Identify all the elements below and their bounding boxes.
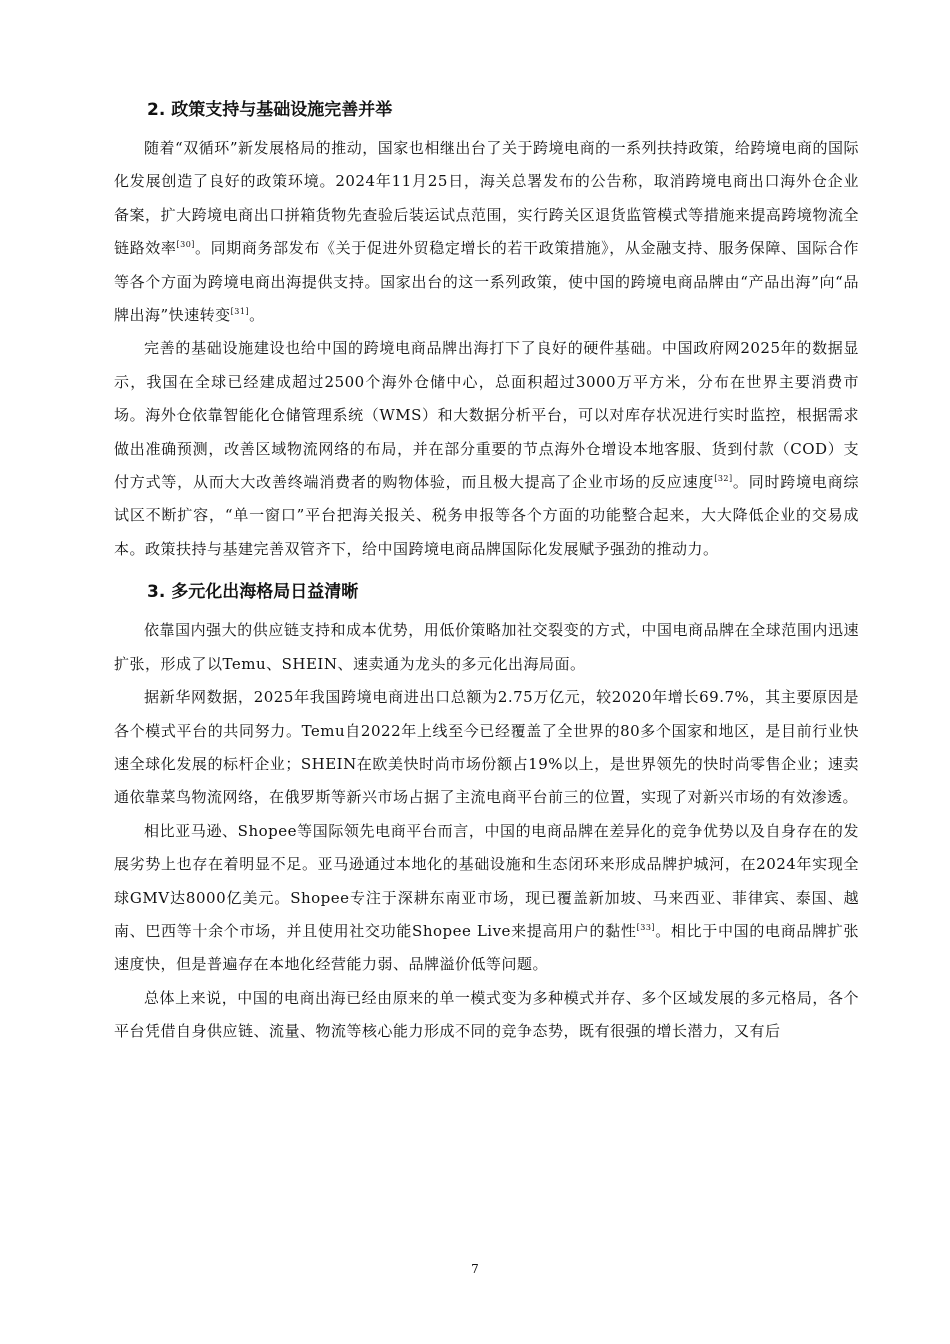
paragraph-text: 。相比于中国的电商品牌扩张速度快，但是普遍存在本地化经营能力弱、品牌溢价低等问题。 [114,921,859,974]
section-heading-policy-infrastructure: 2. 政策支持与基础设施完善并举 [147,100,393,120]
paragraph-infrastructure [114,332,859,566]
citation-30: [30] [176,240,195,250]
paragraph-text: 。同时跨境电商综试区不断扩容，“单一窗口”平台把海关报关、税务申报等各个方面的功能整合起来，大大降低企业的交易成本。政策扶持与基建完善双管齐下，给中国跨境电商品牌国际化发展赋予强劲的推动力。 [114,473,859,558]
paragraph-summary: 总体上来说，中国的电商出海已经由原来的单一模式变为多种模式并存、多个区域发展的多元格局，各个平台凭借自身供应链、流量、物流等核心能力形成不同的竞争态势，既有很强的增长潜力，又有后 [114,988,859,1041]
citation-32: [32] [714,474,733,484]
paragraph-competitor-comparison [114,815,859,982]
paragraph-text: 随着“双循环”新发展格局的推动，国家也相继出台了关于跨境电商的一系列扶持政策，给跨境电商的国际化发展创造了良好的政策环境。2024年11月25日，海关总署发布的公告称，取消跨境电商出口海外仓企业备案，扩大跨境电商出口拼箱货物先查验后装运试点范围，实行跨关区退货监管模式等措施来提高跨境物流全链路效率 [114,139,859,258]
paragraph-text: 。同期商务部发布《关于促进外贸稳定增长的若干政策措施》，从金融支持、服务保障、国际合作等各个方面为跨境电商出海提供支持。国家出台的这一系列政策，使中国的跨境电商品牌由“产品出海”向“品牌出海”快速转变 [114,239,859,325]
citation-31: [31] [230,307,250,317]
paragraph-xinhua-data: 据新华网数据，2025年我国跨境电商进出口总额为2.75万亿元，较2020年增长69.7%，其主要原因是各个模式平台的共同努力。Temu自2022年上线至今已经覆盖了全世界的80多个国家和地区，是目前行业快速全球化发展的标杆企业；SHEIN在欧美快时尚市场份额占19%以上，是世界领先的快时尚零售企业；速卖通依靠菜鸟物流网络，在俄罗斯等新兴市场占据了主流电商平台前三的位置，实现了对新兴市场的有效渗透。 [114,688,859,807]
citation-33: [33] [636,922,656,932]
section-heading-diversified-pattern: 3. 多元化出海格局日益清晰 [147,582,359,603]
page-number: 7 [471,1262,479,1276]
paragraph-text: 。 [249,306,265,325]
paragraph-text: 完善的基础设施建设也给中国的跨境电商品牌出海打下了良好的硬件基础。中国政府网2025年的数据显示，我国在全球已经建成超过2500个海外仓储中心，总面积超过3000万平方米，分布在世界主要消费市场。海外仓依靠智能化仓储管理系统（WMS）和大数据分析平台，可以对库存状况进行实时监控，根据需求做出准确预测，改善区域物流网络的布局，并在部分重要的节点海外仓增设本地客服、货到付款（COD）支付方式等，从而大大改善终端消费者的购物体验，而且极大提高了企业市场的反应速度 [114,339,859,492]
document-body [114,88,859,1049]
paragraph-supply-chain-expansion: 依靠国内强大的供应链支持和成本优势，用低价策略加社交裂变的方式，中国电商品牌在全球范围内迅速扩张，形成了以Temu、SHEIN、速卖通为龙头的多元化出海局面。 [114,621,859,673]
paragraph-policy-support [114,132,859,332]
paragraph-text: 相比亚马逊、Shopee等国际领先电商平台而言，中国的电商品牌在差异化的竞争优势以及自身存在的发展劣势上也存在着明显不足。亚马逊通过本地化的基础设施和生态闭环来形成品牌护城河，在2024年实现全球GMV达8000亿美元。Shopee专注于深耕东南亚市场，现已覆盖新加坡、马来西亚、菲律宾、泰国、越南、巴西等十余个市场，并且使用社交功能Shopee Live来提高用户的黏性 [114,821,859,940]
